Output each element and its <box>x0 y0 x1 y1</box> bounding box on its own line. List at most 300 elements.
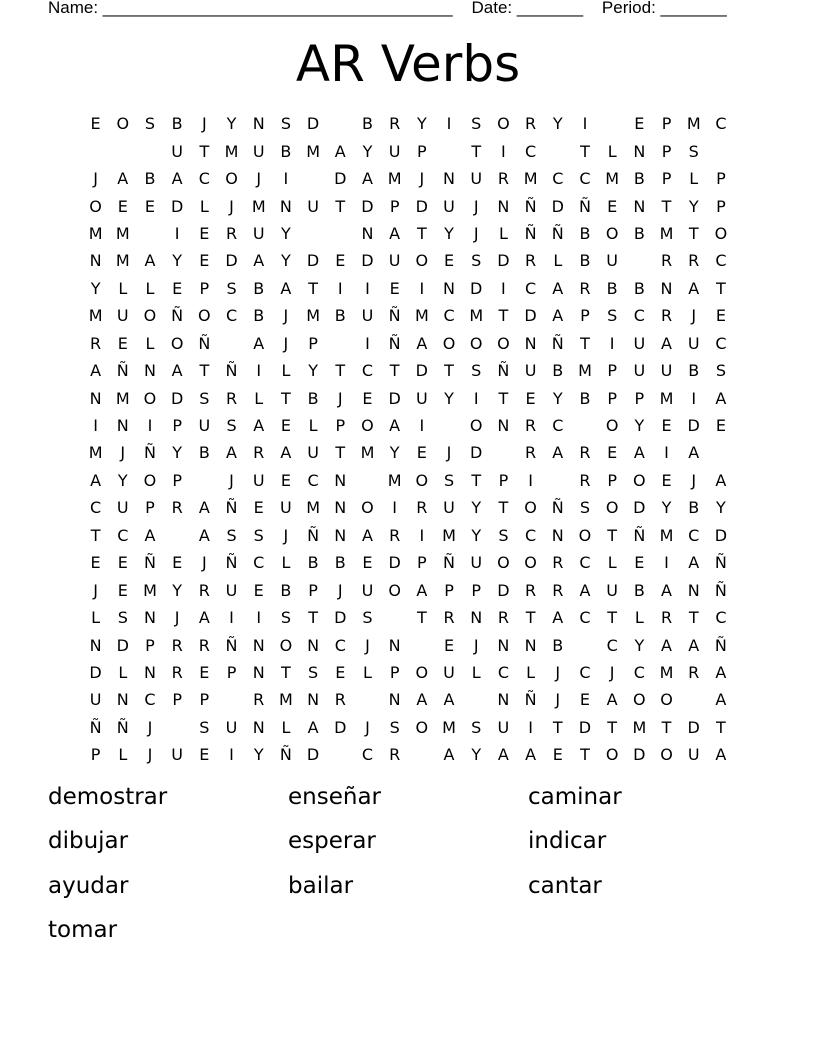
grid-letter: C <box>633 662 645 682</box>
grid-letter: J <box>419 169 425 189</box>
grid-letter: A <box>334 141 346 161</box>
grid-letter: A <box>715 470 727 490</box>
grid-letter: N <box>660 278 673 298</box>
grid-letter: U <box>171 745 184 765</box>
grid-letter: E <box>117 196 128 216</box>
grid-letter: E <box>525 388 536 408</box>
grid-letter: C <box>715 114 727 134</box>
grid-letter: O <box>279 635 293 655</box>
grid-letter: P <box>172 416 182 436</box>
grid-letter: Y <box>117 470 128 490</box>
grid-letter: J <box>555 690 561 710</box>
grid-letter: R <box>198 580 210 600</box>
grid-letter: J <box>120 443 126 463</box>
grid-letter: P <box>417 141 427 161</box>
grid-letter: C <box>361 361 374 381</box>
grid-letter: P <box>607 388 617 408</box>
grid-letter: Ñ <box>225 361 238 381</box>
grid-letter: A <box>715 388 727 408</box>
grid-letter: I <box>664 553 669 573</box>
grid-letter: J <box>147 717 153 737</box>
grid-letter: I <box>691 388 697 408</box>
grid-letter: D <box>687 416 700 436</box>
grid-letter: R <box>443 608 455 628</box>
grid-letter: E <box>117 580 128 600</box>
grid-letter: E <box>199 251 210 271</box>
grid-letter <box>435 412 462 439</box>
grid-letter: L <box>199 196 209 216</box>
grid-letter: E <box>362 388 373 408</box>
grid-letter: Y <box>281 251 291 271</box>
grid-letter: M <box>115 388 130 408</box>
grid-letter: M <box>88 223 103 243</box>
grid-letter: U <box>388 251 401 271</box>
grid-row <box>82 549 735 576</box>
grid-letter: T <box>199 361 210 381</box>
grid-letter: A <box>144 525 156 545</box>
grid-letter: U <box>687 745 700 765</box>
grid-letter <box>327 110 354 137</box>
grid-letter: R <box>525 443 537 463</box>
grid-letter: I <box>365 333 370 353</box>
grid-letter: N <box>687 580 700 600</box>
grid-letter: R <box>660 306 673 326</box>
grid-letter: O <box>714 223 728 243</box>
grid-letter <box>191 467 218 494</box>
grid-letter: T <box>580 745 590 765</box>
grid-letter: M <box>686 114 701 134</box>
grid-letter: I <box>419 525 425 545</box>
grid-letter: O <box>143 306 157 326</box>
grid-letter: A <box>525 745 537 765</box>
grid-letter: T <box>688 223 699 243</box>
grid-letter: C <box>361 745 374 765</box>
grid-letter: E <box>199 662 210 682</box>
grid-letter: J <box>691 470 697 490</box>
grid-letter: S <box>226 278 237 298</box>
grid-letter: D <box>334 717 347 737</box>
grid-letter: O <box>605 498 619 518</box>
grid-letter: E <box>199 745 210 765</box>
grid-letter: M <box>115 251 130 271</box>
grid-letter: S <box>308 662 319 682</box>
word-bank-item: enseñar <box>288 784 381 810</box>
grid-letter: I <box>229 608 234 628</box>
grid-letter: Y <box>471 525 482 545</box>
grid-letter: A <box>606 690 618 710</box>
grid-letter: I <box>582 114 588 134</box>
grid-letter <box>300 165 327 192</box>
grid-letter: C <box>579 608 591 628</box>
word-bank <box>48 777 768 954</box>
grid-letter: C <box>90 498 102 518</box>
grid-letter: C <box>307 470 319 490</box>
grid-letter: A <box>443 690 455 710</box>
grid-letter: A <box>497 745 509 765</box>
grid-letter: Ñ <box>524 196 537 216</box>
grid-letter: R <box>497 608 509 628</box>
grid-letter: Ñ <box>89 717 102 737</box>
grid-letter: I <box>473 388 479 408</box>
grid-letter: M <box>659 525 674 545</box>
grid-letter: T <box>281 388 291 408</box>
grid-row <box>82 714 735 741</box>
grid-letter: R <box>389 525 401 545</box>
grid-letter: N <box>551 525 564 545</box>
grid-letter: O <box>116 114 130 134</box>
grid-letter: R <box>90 333 102 353</box>
grid-letter <box>463 686 490 713</box>
grid-letter: O <box>524 498 537 518</box>
grid-letter: A <box>633 443 645 463</box>
grid-letter: L <box>254 388 264 408</box>
grid-letter: R <box>660 608 673 628</box>
grid-letter: C <box>606 635 618 655</box>
grid-letter: O <box>361 416 374 436</box>
grid-letter: J <box>283 333 289 353</box>
grid-letter: D <box>306 745 320 765</box>
grid-letter: M <box>251 196 266 216</box>
grid-letter: Ñ <box>443 553 456 573</box>
grid-letter: M <box>442 717 456 737</box>
grid-letter: B <box>579 251 591 271</box>
grid-letter: B <box>606 278 618 298</box>
grid-letter: Ñ <box>388 306 401 326</box>
grid-letter: T <box>389 361 400 381</box>
grid-letter: N <box>334 498 347 518</box>
grid-letter: A <box>144 251 156 271</box>
grid-letter: U <box>307 196 319 216</box>
grid-letter: J <box>609 662 615 682</box>
grid-letter: I <box>501 278 506 298</box>
grid-letter: C <box>579 662 591 682</box>
grid-letter: C <box>688 525 700 545</box>
grid-letter: J <box>283 525 289 545</box>
grid-letter: J <box>555 662 561 682</box>
grid-row <box>82 357 735 384</box>
grid-letter: I <box>147 416 153 436</box>
grid-letter: A <box>579 580 591 600</box>
grid-row <box>82 220 735 247</box>
grid-letter: D <box>306 251 320 271</box>
grid-letter: R <box>688 251 700 271</box>
grid-letter: Y <box>716 498 726 518</box>
grid-letter: L <box>363 662 372 682</box>
grid-letter: Ñ <box>714 580 727 600</box>
grid-letter: R <box>497 169 509 189</box>
grid-letter: N <box>334 470 347 490</box>
grid-letter: M <box>306 141 320 161</box>
grid-letter <box>381 604 408 631</box>
grid-letter: N <box>443 278 456 298</box>
grid-letter <box>571 412 598 439</box>
grid-letter: T <box>607 717 618 737</box>
grid-letter: R <box>171 498 183 518</box>
grid-letter: A <box>715 662 727 682</box>
grid-letter: L <box>526 662 536 682</box>
grid-letter: T <box>199 141 210 161</box>
grid-letter: N <box>279 196 292 216</box>
grid-letter: I <box>337 278 343 298</box>
grid-letter: C <box>525 278 537 298</box>
grid-letter: B <box>253 306 265 326</box>
grid-letter: N <box>497 635 510 655</box>
grid-letter: C <box>198 169 210 189</box>
word-search-grid <box>82 110 735 769</box>
grid-letter: N <box>252 635 265 655</box>
grid-letter: E <box>253 498 264 518</box>
grid-letter: O <box>442 333 456 353</box>
grid-letter: P <box>335 416 346 436</box>
grid-letter: E <box>280 416 291 436</box>
grid-letter: P <box>199 278 210 298</box>
grid-row <box>82 247 735 274</box>
grid-letter: O <box>497 114 510 134</box>
grid-letter: L <box>118 662 128 682</box>
grid-letter: B <box>334 306 346 326</box>
grid-letter: O <box>415 470 429 490</box>
grid-letter: D <box>361 196 374 216</box>
grid-letter: D <box>361 251 374 271</box>
word-bank-item: bailar <box>288 872 354 899</box>
grid-letter: C <box>117 525 129 545</box>
grid-letter: A <box>90 361 102 381</box>
grid-letter: A <box>361 169 373 189</box>
grid-letter: Y <box>416 114 427 134</box>
grid-letter: B <box>361 114 373 134</box>
grid-letter: B <box>579 223 591 243</box>
grid-letter: D <box>687 717 700 737</box>
grid-letter: A <box>253 416 265 436</box>
grid-letter: A <box>661 333 672 353</box>
grid-letter: O <box>633 470 646 490</box>
grid-letter: T <box>416 223 427 243</box>
grid-letter: A <box>661 635 672 655</box>
grid-letter: O <box>415 662 429 682</box>
grid-letter <box>626 247 653 274</box>
grid-letter: P <box>498 470 509 490</box>
grid-letter: P <box>661 169 672 189</box>
grid-letter: O <box>605 745 619 765</box>
grid-letter: D <box>415 196 428 216</box>
grid-letter: Y <box>552 114 563 134</box>
grid-letter: B <box>552 361 564 381</box>
grid-letter: S <box>389 717 400 737</box>
grid-letter: N <box>497 196 510 216</box>
grid-letter <box>435 138 462 165</box>
grid-letter: E <box>253 580 264 600</box>
grid-letter: Ñ <box>524 223 537 243</box>
grid-letter: C <box>225 306 238 326</box>
grid-letter: S <box>144 114 156 134</box>
grid-letter: A <box>552 608 564 628</box>
grid-letter: S <box>471 361 482 381</box>
grid-letter: U <box>361 580 374 600</box>
grid-letter: B <box>633 169 645 189</box>
grid-letter: E <box>443 251 455 271</box>
grid-letter: Y <box>688 196 699 216</box>
grid-letter: A <box>198 525 210 545</box>
grid-letter: E <box>335 251 346 271</box>
grid-letter: I <box>174 223 180 243</box>
grid-letter: E <box>389 278 400 298</box>
grid-row <box>82 165 735 192</box>
grid-letter: P <box>172 690 182 710</box>
grid-letter: Y <box>308 361 318 381</box>
grid-letter: U <box>116 306 129 326</box>
grid-letter: L <box>689 169 699 189</box>
grid-letter: M <box>88 306 103 326</box>
grid-letter: E <box>90 114 101 134</box>
grid-row <box>82 192 735 219</box>
grid-letter: N <box>143 662 156 682</box>
grid-letter: U <box>415 388 428 408</box>
grid-letter: A <box>280 443 292 463</box>
grid-letter: D <box>89 662 102 682</box>
grid-letter: T <box>716 278 726 298</box>
grid-letter: I <box>256 608 262 628</box>
grid-letter: O <box>361 498 374 518</box>
grid-letter: A <box>253 251 265 271</box>
grid-letter: I <box>365 278 370 298</box>
grid-letter: U <box>116 498 129 518</box>
grid-letter: T <box>688 608 699 628</box>
grid-letter <box>164 522 191 549</box>
grid-letter: E <box>552 745 563 765</box>
grid-letter: M <box>659 662 674 682</box>
grid-letter: N <box>443 169 456 189</box>
grid-letter: J <box>174 608 180 628</box>
grid-letter: B <box>552 635 564 655</box>
grid-letter <box>707 439 734 466</box>
grid-letter: B <box>633 580 645 600</box>
grid-letter: A <box>661 580 672 600</box>
grid-letter: B <box>171 114 183 134</box>
grid-letter: I <box>528 717 533 737</box>
grid-letter: J <box>93 580 98 600</box>
grid-letter: A <box>552 306 564 326</box>
grid-letter: I <box>419 278 425 298</box>
grid-letter: P <box>607 361 617 381</box>
grid-letter: T <box>335 361 346 381</box>
grid-row <box>82 604 735 631</box>
grid-letter: B <box>144 169 156 189</box>
grid-letter: O <box>415 717 429 737</box>
grid-letter: S <box>579 498 591 518</box>
grid-letter: T <box>498 498 509 518</box>
grid-letter: S <box>253 525 264 545</box>
grid-letter <box>680 686 707 713</box>
grid-letter: U <box>252 223 265 243</box>
grid-letter: M <box>632 717 647 737</box>
grid-letter: U <box>388 141 401 161</box>
grid-letter: Ñ <box>551 333 564 353</box>
grid-letter: M <box>442 525 456 545</box>
grid-letter: M <box>414 306 429 326</box>
grid-letter: A <box>90 470 102 490</box>
grid-letter: N <box>116 416 129 436</box>
grid-letter: B <box>307 388 319 408</box>
grid-letter: O <box>578 525 592 545</box>
grid-letter: I <box>229 745 234 765</box>
grid-letter: S <box>362 608 373 628</box>
grid-letter: P <box>607 470 617 490</box>
grid-letter: M <box>387 470 402 490</box>
grid-letter: M <box>387 169 402 189</box>
grid-letter: M <box>224 141 239 161</box>
grid-letter: N <box>89 388 102 408</box>
grid-letter: Y <box>552 388 563 408</box>
grid-letter: Y <box>253 745 264 765</box>
grid-letter: Y <box>444 388 454 408</box>
grid-letter: U <box>252 141 265 161</box>
grid-letter: Y <box>471 745 482 765</box>
grid-letter <box>327 330 354 357</box>
grid-letter: U <box>443 196 455 216</box>
grid-letter: B <box>307 553 319 573</box>
grid-letter: E <box>144 196 156 216</box>
grid-letter: D <box>116 635 129 655</box>
grid-letter: A <box>416 333 428 353</box>
grid-letter: E <box>362 553 373 573</box>
grid-letter: U <box>497 717 510 737</box>
grid-letter: I <box>392 498 398 518</box>
grid-letter: O <box>415 251 429 271</box>
grid-letter: T <box>335 196 346 216</box>
grid-letter: Y <box>471 498 482 518</box>
grid-letter: J <box>93 169 98 189</box>
grid-letter: Ñ <box>633 525 646 545</box>
grid-letter: Y <box>634 635 645 655</box>
grid-letter: S <box>226 525 237 545</box>
grid-letter: P <box>226 662 237 682</box>
grid-letter: E <box>634 114 645 134</box>
grid-letter: T <box>416 608 427 628</box>
grid-letter: I <box>283 169 289 189</box>
grid-letter: R <box>225 388 238 408</box>
grid-row <box>82 522 735 549</box>
grid-letter: Y <box>172 443 183 463</box>
grid-letter: P <box>716 169 726 189</box>
grid-letter: B <box>280 141 292 161</box>
grid-row <box>82 384 735 411</box>
grid-letter: U <box>225 580 238 600</box>
grid-letter <box>164 714 191 741</box>
grid-letter: P <box>308 580 318 600</box>
grid-letter: D <box>306 114 320 134</box>
grid-letter: A <box>715 690 727 710</box>
grid-letter: L <box>308 416 318 436</box>
grid-letter: I <box>446 114 452 134</box>
grid-letter: B <box>688 498 700 518</box>
grid-letter: B <box>633 223 645 243</box>
grid-letter: R <box>660 251 673 271</box>
grid-letter: N <box>497 416 510 436</box>
grid-letter: I <box>528 470 533 490</box>
grid-letter: E <box>607 443 618 463</box>
grid-letter: J <box>473 635 479 655</box>
grid-letter: R <box>525 114 537 134</box>
grid-letter: R <box>552 553 564 573</box>
grid-letter <box>408 741 435 768</box>
grid-letter: S <box>226 416 237 436</box>
grid-letter: E <box>199 223 210 243</box>
grid-letter: A <box>117 169 129 189</box>
grid-letter: N <box>633 141 646 161</box>
grid-letter: C <box>253 553 265 573</box>
grid-letter: B <box>198 443 210 463</box>
grid-letter: M <box>143 580 157 600</box>
